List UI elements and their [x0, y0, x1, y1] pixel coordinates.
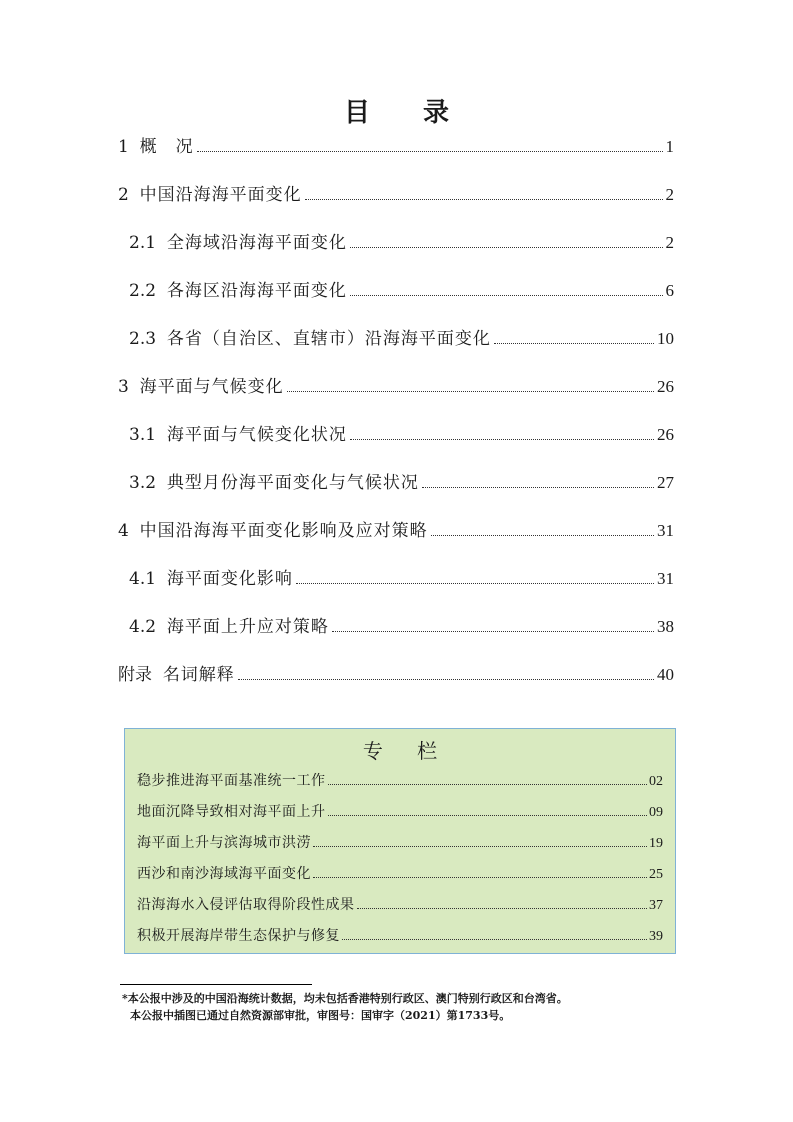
- toc-leader-dots: [350, 439, 654, 440]
- toc-entry[interactable]: [118, 468, 674, 516]
- column-entry-title: 西沙和南沙海域海平面变化: [137, 866, 311, 882]
- toc-leader-dots: [350, 295, 663, 296]
- toc-entry[interactable]: [118, 420, 674, 468]
- toc-entry-title: 海平面上升应对策略: [166, 617, 329, 637]
- column-entry-title: 积极开展海岸带生态保护与修复: [137, 928, 340, 944]
- column-entry[interactable]: [125, 893, 675, 924]
- column-entry-page: 39: [649, 929, 663, 944]
- column-entry[interactable]: [125, 831, 675, 862]
- toc-entry-page: 27: [657, 473, 674, 492]
- toc-entry-number: 附录: [118, 665, 152, 685]
- column-entry-title: 稳步推进海平面基准统一工作: [137, 773, 326, 789]
- column-entry-page: 19: [649, 836, 663, 851]
- footnote: [122, 990, 568, 1024]
- toc-entry-gap: [156, 468, 167, 498]
- toc-entry-gap: [156, 564, 167, 594]
- toc-leader-dots: [332, 631, 654, 632]
- toc-entry-number: 2: [118, 185, 129, 205]
- toc-entry-number: 4.1: [129, 569, 157, 589]
- toc-entry-page: 1: [665, 137, 674, 156]
- column-leader-dots: [313, 846, 647, 847]
- column-entry-title: 地面沉降导致相对海平面上升: [137, 804, 326, 820]
- toc-entry-gap: [129, 132, 140, 162]
- toc-entry-title: 典型月份海平面变化与气候状况: [166, 473, 419, 493]
- toc-entry-title: 中国沿海海平面变化: [139, 185, 302, 205]
- toc-entry[interactable]: [118, 564, 674, 612]
- toc-entry-number: 3: [118, 377, 129, 397]
- column-leader-dots: [313, 877, 647, 878]
- toc-entry-title: 各省（自治区、直辖市）沿海海平面变化: [166, 329, 491, 349]
- column-entry-page: 09: [649, 805, 663, 820]
- toc-entry-title: 各海区沿海海平面变化: [166, 281, 347, 301]
- footnote-line-1: *本公报中涉及的中国沿海统计数据，均未包括香港特别行政区、澳门特别行政区和台湾省。: [122, 992, 568, 1005]
- toc-entry-gap: [129, 372, 140, 402]
- toc-entry-gap: [152, 660, 163, 690]
- toc-entry-gap: [156, 324, 167, 354]
- toc-entry[interactable]: [118, 372, 674, 420]
- page-title: 目 录: [343, 98, 472, 128]
- toc-entry[interactable]: [118, 612, 674, 660]
- toc-entry-gap: [156, 612, 167, 642]
- toc-entry-number: 2.2: [129, 281, 157, 301]
- column-entry-page: 37: [649, 898, 663, 913]
- toc-entry-number: 3.2: [129, 473, 157, 493]
- footnote-rule: [120, 984, 312, 985]
- toc-entry-number: 1: [118, 137, 129, 157]
- toc-entry[interactable]: [118, 180, 674, 228]
- toc-leader-dots: [197, 151, 663, 152]
- toc-entry-number: 4.2: [129, 617, 157, 637]
- column-entry-title: 沿海海水入侵评估取得阶段性成果: [137, 897, 355, 913]
- toc-entry-page: 6: [665, 281, 674, 300]
- toc-entry[interactable]: [118, 324, 674, 372]
- column-box-title: 专 栏: [362, 739, 452, 763]
- toc-leader-dots: [305, 199, 663, 200]
- toc-leader-dots: [494, 343, 654, 344]
- toc-entry-title: 名词解释: [162, 665, 235, 685]
- toc-entry-page: 10: [657, 329, 674, 348]
- toc-entry-number: 2.3: [129, 329, 157, 349]
- toc-entry[interactable]: [118, 660, 674, 708]
- toc-entry-page: 31: [657, 521, 674, 540]
- column-leader-dots: [342, 939, 647, 940]
- column-entry-title: 海平面上升与滨海城市洪涝: [137, 835, 311, 851]
- toc-entry-gap: [156, 228, 167, 258]
- toc-entry-title: 概 况: [139, 137, 194, 157]
- toc-leader-dots: [422, 487, 654, 488]
- toc-entry[interactable]: [118, 132, 674, 180]
- toc-entry-title: 海平面与气候变化状况: [166, 425, 347, 445]
- column-leader-dots: [328, 784, 648, 785]
- toc-leader-dots: [431, 535, 654, 536]
- toc-entry-gap: [156, 420, 167, 450]
- toc-entry-page: 38: [657, 617, 674, 636]
- toc-entry-page: 2: [665, 185, 674, 204]
- toc-entry-number: 4: [118, 521, 129, 541]
- toc-entry-title: 海平面与气候变化: [139, 377, 284, 397]
- toc-leader-dots: [287, 391, 654, 392]
- toc-leader-dots: [238, 679, 654, 680]
- column-leader-dots: [328, 815, 648, 816]
- toc-entry-gap: [156, 276, 167, 306]
- table-of-contents: [118, 132, 674, 708]
- toc-entry-page: 26: [657, 425, 674, 444]
- toc-entry[interactable]: [118, 276, 674, 324]
- toc-entry-page: 2: [665, 233, 674, 252]
- toc-entry-number: 3.1: [129, 425, 157, 445]
- column-entry-page: 02: [649, 774, 663, 789]
- toc-entry-number: 2.1: [129, 233, 157, 253]
- column-entry[interactable]: [125, 924, 675, 955]
- toc-leader-dots: [350, 247, 663, 248]
- column-entry[interactable]: [125, 862, 675, 893]
- toc-entry-title: 海平面变化影响: [166, 569, 293, 589]
- toc-leader-dots: [296, 583, 654, 584]
- column-box-list: [125, 769, 675, 955]
- toc-entry-page: 26: [657, 377, 674, 396]
- toc-entry-page: 40: [657, 665, 674, 684]
- toc-entry[interactable]: [118, 228, 674, 276]
- toc-entry-title: 全海域沿海海平面变化: [166, 233, 347, 253]
- column-box: [124, 728, 676, 954]
- footnote-line-2: 本公报中插图已通过自然资源部审批，审图号：国审字（2021）第1733号。: [130, 1009, 511, 1022]
- toc-entry-gap: [129, 516, 140, 546]
- column-entry[interactable]: [125, 800, 675, 831]
- column-entry[interactable]: [125, 769, 675, 800]
- toc-entry[interactable]: [118, 516, 674, 564]
- toc-entry-gap: [129, 180, 140, 210]
- column-leader-dots: [357, 908, 648, 909]
- toc-entry-page: 31: [657, 569, 674, 588]
- toc-entry-title: 中国沿海海平面变化影响及应对策略: [139, 521, 428, 541]
- column-entry-page: 25: [649, 867, 663, 882]
